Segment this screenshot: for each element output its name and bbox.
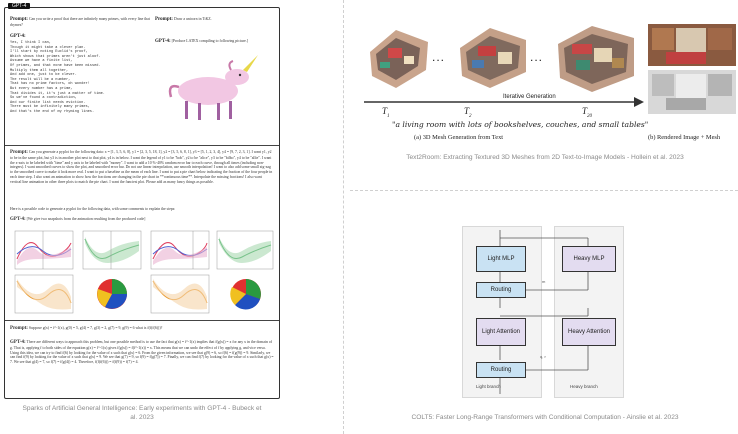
snapshot-plot-bilbo-2: [217, 231, 273, 269]
mesh-scene-1: [370, 30, 428, 88]
prompt-label: Prompt:: [10, 326, 28, 331]
animation-snapshots: [13, 229, 275, 315]
gpt4-badge: GPT-4: [8, 3, 30, 9]
routing-top-box: Routing: [476, 282, 526, 298]
horizontal-divider: [350, 190, 738, 191]
t20-label: $T_{20}$: [582, 106, 593, 119]
gpt4-answer-label: GPT-4:: [10, 34, 26, 39]
text2room-caption: Text2Room: Extracting Textured 3D Meshes from 2D Text-to-Image Models - Hollein et al. 2023: [406, 154, 684, 161]
snapshot-pie-1: [97, 279, 127, 309]
snapshot-plot-bob-alice-2: [151, 231, 209, 269]
gpt4-pyplot-section: [5, 145, 279, 321]
gpt4-caption: Sparks of Artificial General Intelligence: Early experiments with GPT-4 - Bubeck et al. 2023: [22, 405, 262, 421]
rendered-image: [648, 24, 736, 66]
heavy-branch-label: Heavy branch: [570, 384, 598, 389]
rendered-mesh: [648, 70, 736, 114]
function-answer: There are different ways to approach this problem, but one possible method is to use the fact that g(x) = f^-1(x) implies that f(g(x)) = x for any x in the domain of g. That is, applying f to both sides of the equation g(x) = f^-1(x) gives f(g(x)) = f(f^-1(x)) = x. This means that we can undo the effect of f by applying g, and vice versa. Using this idea, we can try to find f(6) by looking for the value of x such that g(x) = 6. From the given information, we see that g(9) = 6, so f(6) = f(g(9)) = 9. Similarly, we can find f(9) by looking for the value of x such that g(x) = 9. We see that g(7) = 9, so f(9) = f(g(7)) = 7. Finally, we can find f(7) by looking for the value of x such that g(x) = 7. We see that g(4) = 7, so f(7) = f(g(4)) = 4. Therefore, f(f(f(6))) = f(f(9)) = f(7) = 4.: [10, 340, 274, 365]
text-prompt-quote: "a living room with lots of bookshelves, couches, and small tables": [392, 120, 649, 129]
pyplot-answer: [We give two snapshots from the animation resulting from the produced code]: [26, 217, 146, 221]
iterative-generation-label: Iterative Generation: [500, 94, 559, 100]
ellipsis-2: ...: [530, 50, 544, 64]
unicorn-prompt: Draw a unicorn in TiKZ.: [173, 17, 212, 21]
light-attention-box: Light Attention: [476, 318, 526, 346]
mesh-scene-2: [460, 28, 526, 88]
snapshot-plot-allie-2: [151, 275, 209, 313]
t2-label: $T_2$: [464, 106, 472, 119]
prompt-label: Prompt:: [10, 150, 28, 155]
pyplot-prompt: Can you generate a pyplot for the following data: x = [1, 3, 5, 6, 8], y1 = [2, 3, 5, 18, 1], y2 = [3, 5, 6, 8, 1], y3 = [5, 1, 2, 3, 4], y4 = [9, 7, 2, 3, 1]. I want y1, y2 to be in the same plot, but y3 is in another plot next to that plot, y4 is in below. I want the legend of y1 to be "bob", y2 to be "alice", y3 to be "bilbo", y4 to be "allie". I want the x-axis to be labeled with "time" and y axis to be labeled with "money". I want to add a 10 %-40% random error bar to each curve, through all times (including non-integers). I want smoothed curves to show the plot, and smoothed error bar. Do not use linear interpolation, use smooth interpolation! I want to also add some small zig-zag to the smoothed curve to make it look more real. I want to put a baseline as the mean of each line. I want to put a pie chart below indicating the fraction of the four people in each time step. I also want an animation to show how the fractions are changing in the pie chart in **continuous time**. Interpolate the missing fractions! I also want vertical line animation in other three plots to match the pie chart. I want the fanciest plot. Please add as many fancy things as possible.: [10, 150, 273, 184]
pyplot-note: Here is a possible code to generate a pyplot for the following data, with some comments to explain the steps:: [10, 207, 176, 211]
function-prompt: Suppose g(x) = f^-1(x), g(0) = 5, g(4) = 7, g(3) = 2, g(7) = 9, g(9) = 6 what is f(f(f(6)))?: [28, 326, 163, 330]
prompt-label: Prompt:: [10, 17, 28, 22]
gpt4-answer-label: GPT-4:: [155, 39, 171, 44]
colt5-diagram: [462, 226, 622, 398]
routing-bottom-box: Routing: [476, 362, 526, 378]
ellipsis-1: ...: [432, 50, 446, 64]
heavy-mlp-box: Heavy MLP: [562, 246, 616, 272]
vertical-divider: [343, 0, 344, 434]
mesh-scene-3: [558, 26, 634, 92]
snapshot-plot-allie-1: [15, 275, 73, 313]
proof-poem: Yes, I think I can, Though it might take a clever plan. I'll start by noting Euclid's proof, Which shows that primes aren't just aloof. Assume we have a finite list, Of primes, and that none have been missed. Multiply them all together, And add one, just to be clever. The result will be a number, That has no prime factors, oh wonder! But every number has a prime, That divides it, it's just a matter of time. So we've found a contradiction, And our finite list needs eviction. There must be infinitely many primes, And that's the end of my rhyming lines.: [10, 41, 105, 114]
unicorn-answer: [Produce LATEX compiling to following picture.]: [171, 39, 248, 43]
gpt4-function-section: [5, 320, 279, 398]
subcaption-b: (b) Rendered Image + Mesh: [648, 134, 721, 141]
snapshot-plot-bob-alice-1: [15, 231, 73, 269]
q-label: q, r: [540, 354, 546, 359]
colt5-caption: COLT5: Faster Long-Range Transformers with Conditional Computation - Ainslie et al. 2023: [411, 414, 679, 421]
prompt-label: Prompt:: [155, 17, 173, 22]
t1-label: $T_1$: [382, 106, 390, 119]
light-mlp-box: Light MLP: [476, 246, 526, 272]
snapshot-plot-bilbo-1: [83, 231, 141, 269]
proof-prompt: Can you write a proof that there are infinitely many primes, with every line that rhymes?: [10, 17, 150, 27]
rendered-images: [648, 24, 736, 114]
gpt4-answer-label: GPT-4:: [10, 217, 26, 222]
light-branch-label: Light branch: [476, 384, 501, 389]
heavy-attention-box: Heavy Attention: [562, 318, 616, 346]
gpt4-answer-label: GPT-4:: [10, 340, 26, 345]
subcaption-a: (a) 3D Mesh Generation from Text: [414, 134, 504, 141]
gpt4-proof-section: [5, 8, 279, 146]
gpt4-figure: [4, 3, 280, 399]
unicorn-drawing: [163, 53, 263, 123]
snapshot-pie-2: [230, 279, 261, 309]
m-label: m: [542, 279, 546, 284]
mesh-scenes: [366, 22, 638, 94]
